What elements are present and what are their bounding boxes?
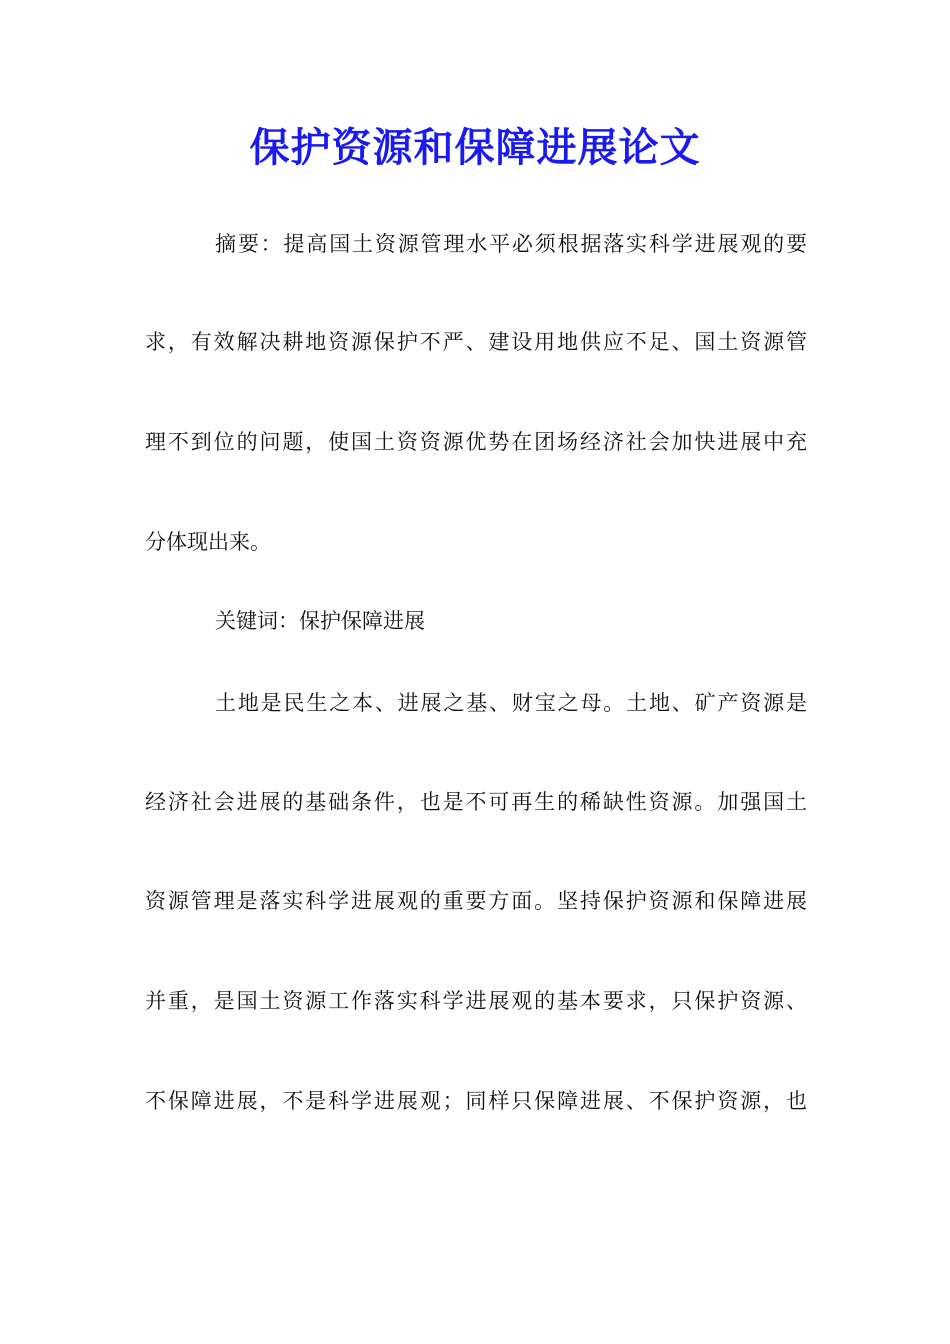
body-line-2: 经济社会进展的基础条件，也是不可再生的稀缺性资源。加强国土: [145, 790, 807, 814]
keywords-line: 关键词：保护保障进展: [215, 609, 425, 633]
abstract-line-2: 求，有效解决耕地资源保护不严、建设用地供应不足、国土资源管: [145, 330, 807, 354]
page-title: 保护资源和保障进展论文: [249, 124, 701, 171]
body-line-1: 土地是民生之本、进展之基、财宝之母。土地、矿产资源是: [215, 691, 807, 715]
body-line-4: 并重，是国土资源工作落实科学进展观的基本要求，只保护资源、: [145, 989, 807, 1013]
body-line-5: 不保障进展，不是科学进展观；同样只保障进展、不保护资源，也: [145, 1089, 807, 1113]
abstract-line-3: 理不到位的问题，使国土资资源优势在团场经济社会加快进展中充: [145, 430, 807, 454]
body-line-3: 资源管理是落实科学进展观的重要方面。坚持保护资源和保障进展: [145, 889, 807, 913]
abstract-line-4: 分体现出来。: [145, 530, 271, 554]
abstract-line-1: 摘要：提高国土资源管理水平必须根据落实科学进展观的要: [215, 232, 807, 256]
